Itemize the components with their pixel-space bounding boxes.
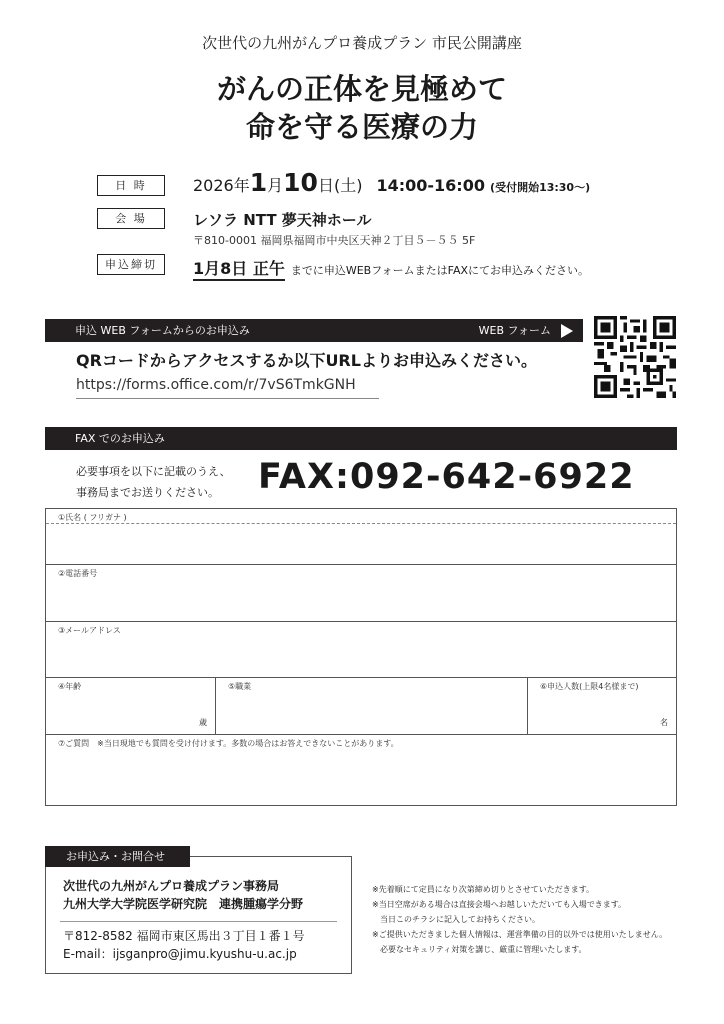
name-field[interactable] <box>46 509 676 565</box>
contact-org-line-2: 九州大学大学院医学研究院 連携腫瘍学分野 <box>63 897 304 911</box>
note-line: 当日このチラシに記入してお持ちください。 <box>372 915 540 924</box>
contact-organization <box>63 877 303 913</box>
web-section-title: 申込 WEB フォームからのお申込み <box>75 324 250 337</box>
details-row <box>46 678 676 735</box>
date-month: 1 <box>249 168 268 197</box>
age-field[interactable] <box>46 678 216 734</box>
qr-code-icon[interactable] <box>594 316 676 398</box>
phone-field[interactable] <box>46 565 676 622</box>
web-section-bar <box>45 319 583 342</box>
question-field[interactable] <box>46 735 676 805</box>
attendee-count-field[interactable] <box>528 678 676 734</box>
furigana-divider <box>46 523 676 524</box>
event-date <box>193 168 590 197</box>
date-day-unit: 日(土) <box>317 176 363 195</box>
venue-name: レソラ NTT 夢天神ホール <box>193 211 372 229</box>
note-line: ※当日空席がある場合は直接会場へお越しいただいても入場できます。 <box>372 900 627 909</box>
contact-divider <box>60 921 337 922</box>
note-line: ※ご提供いただきました個人情報は、運営準備の目的以外では使用いたしません。 <box>372 930 668 939</box>
deadline-date: 1月8日 正午 <box>193 259 285 281</box>
date-year: 2026年 <box>193 176 250 195</box>
fax-section-title: FAX でのお申込み <box>75 432 165 445</box>
page-title <box>0 70 724 146</box>
notes <box>372 882 667 957</box>
web-form-label: WEB フォーム <box>478 324 551 337</box>
fax-application-form <box>45 508 677 806</box>
venue-label: 会 場 <box>97 208 165 229</box>
occupation-field[interactable] <box>216 678 528 734</box>
question-field-label: ⑦ご質問 ※当日現地でも質問を受け付けます。多数の場合はお答えできないことがあります。 <box>58 739 399 748</box>
event-time: 14:00-16:00 <box>376 176 485 195</box>
email-field-label: ③メールアドレス <box>58 626 121 635</box>
date-label: 日 時 <box>97 175 165 196</box>
web-form-url[interactable]: https://forms.office.com/r/7vS6TmkGNH <box>76 377 379 399</box>
age-field-label: ④年齢 <box>58 682 82 691</box>
name-field-label: ①氏名 ( フリガナ ) <box>58 513 127 522</box>
title-line-1: がんの正体を見極めて <box>216 72 507 106</box>
contact-address-block <box>63 927 305 963</box>
play-triangle-icon <box>561 324 573 338</box>
attendee-count-label: ⑥申込人数(上限4名様まで) <box>540 682 639 691</box>
fax-note-line-2: 事務局までお送りください。 <box>76 486 219 499</box>
age-unit: 歳 <box>199 718 207 727</box>
contact-tab: お申込み・お問合せ <box>45 846 190 867</box>
occupation-field-label: ⑤職業 <box>228 682 252 691</box>
title-line-2: 命を守る医療の力 <box>245 110 478 144</box>
fax-number: FAX:092-642-6922 <box>258 457 635 497</box>
date-month-unit: 月 <box>267 176 284 195</box>
fax-note-line-1: 必要事項を以下に記載のうえ、 <box>76 465 231 478</box>
note-line: 必要なセキュリティ対策を講じ、厳重に管理いたします。 <box>372 945 587 954</box>
deadline-text: までに申込WEBフォームまたはFAXにてお申込みください。 <box>290 264 590 277</box>
attendee-count-unit: 名 <box>660 718 668 727</box>
fax-note <box>76 461 231 503</box>
contact-email[interactable]: E-mail：ijsganpro@jimu.kyushu-u.ac.jp <box>63 947 297 961</box>
reception-time: (受付開始13:30〜) <box>490 181 591 194</box>
fax-section-bar <box>45 427 677 450</box>
deadline <box>193 256 589 279</box>
deadline-label: 申込締切 <box>97 254 165 275</box>
email-field[interactable] <box>46 622 676 678</box>
event-series-subtitle: 次世代の九州がんプロ養成プラン 市民公開講座 <box>202 34 522 52</box>
contact-address: 〒812-8582 福岡市東区馬出３丁目１番１号 <box>63 929 305 943</box>
note-line: ※先着順にて定員になり次第締め切りとさせていただきます。 <box>372 885 595 894</box>
date-day: 10 <box>283 168 318 197</box>
web-form-link[interactable] <box>479 319 573 342</box>
web-instruction: QRコードからアクセスするか以下URLよりお申込みください。 <box>76 351 537 370</box>
contact-org-line-1: 次世代の九州がんプロ養成プラン事務局 <box>63 879 280 893</box>
phone-field-label: ②電話番号 <box>58 569 98 578</box>
venue-address: 〒810-0001 福岡県福岡市中央区天神２丁目５－５５ 5F <box>193 234 476 247</box>
